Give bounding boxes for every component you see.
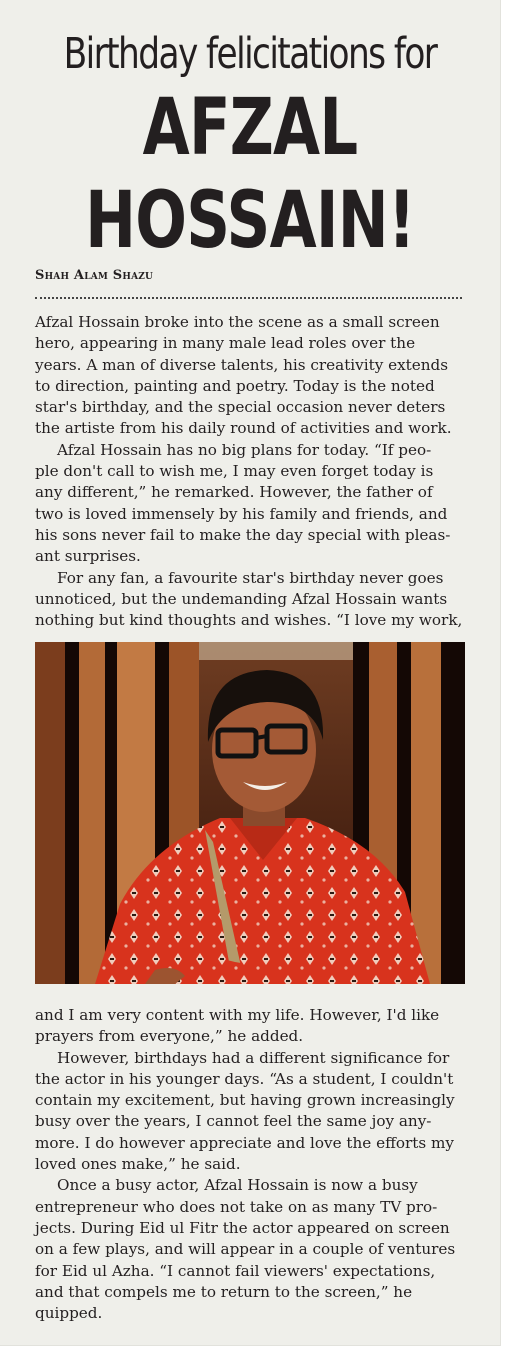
body-line: the artiste from his daily round of activities and work. xyxy=(35,419,452,438)
body-line: any different,” he remarked. However, the father of xyxy=(35,483,433,502)
body-line: Once a busy actor, Afzal Hossain is now a busy xyxy=(57,1176,418,1195)
body-line: on a few plays, and will appear in a couple of ventures xyxy=(35,1240,456,1259)
body-line: star's birthday, and the special occasion never deters xyxy=(35,398,446,417)
body-line: nothing but kind thoughts and wishes. “I love my work, xyxy=(35,611,463,630)
body-line: hero, appearing in many male lead roles over the xyxy=(35,334,416,353)
body-line: two is loved immensely by his family and friends, and xyxy=(35,504,448,523)
body-line: loved ones make,” he said. xyxy=(35,1155,241,1174)
body-line: contain my excitement, but having grown increasingly xyxy=(35,1091,455,1110)
portrait-photo xyxy=(35,642,465,984)
byline: Shah Alam Shazu xyxy=(35,268,154,283)
article-body-top xyxy=(35,312,463,631)
headline-line-1: Birthday felicitations for xyxy=(63,29,437,79)
body-line: However, birthdays had a different significance for xyxy=(57,1048,450,1067)
dotted-divider xyxy=(35,297,462,299)
body-line: entrepreneur who does not take on as many TV pro- xyxy=(35,1197,438,1216)
body-line: ple don't call to wish me, I may even forget today is xyxy=(35,462,434,481)
body-line: ant surprises. xyxy=(35,547,141,566)
body-line: and that compels me to return to the screen,” he xyxy=(35,1282,413,1301)
body-line: Afzal Hossain has no big plans for today. “If peo- xyxy=(57,440,432,459)
body-line: the actor in his younger days. “As a student, I couldn't xyxy=(35,1069,454,1088)
headline-line-3: HOSSAIN! xyxy=(85,176,415,266)
portrait-figure xyxy=(35,642,465,984)
body-line: Afzal Hossain broke into the scene as a small screen xyxy=(35,313,440,331)
body-line: busy over the years, I cannot feel the same joy any- xyxy=(35,1112,432,1131)
body-line: more. I do however appreciate and love the efforts my xyxy=(35,1133,454,1152)
body-line: his sons never fail to make the day special with pleas- xyxy=(35,525,451,544)
headline-line-2: AFZAL xyxy=(142,83,358,173)
body-line: unnoticed, but the undemanding Afzal Hossain wants xyxy=(35,589,448,608)
body-line: years. A man of diverse talents, his creativity extends xyxy=(35,355,449,374)
body-line: prayers from everyone,” he added. xyxy=(35,1027,304,1046)
body-line: quipped. xyxy=(35,1304,103,1323)
body-line: and I am very content with my life. However, I'd like xyxy=(35,1006,440,1024)
article-body-bottom xyxy=(35,1005,463,1324)
body-line: to direction, painting and poetry. Today is the noted xyxy=(35,376,435,395)
body-line: jects. During Eid ul Fitr the actor appeared on screen xyxy=(35,1218,450,1237)
body-line: for Eid ul Azha. “I cannot fail viewers' expectations, xyxy=(35,1261,436,1280)
body-line: For any fan, a favourite star's birthday never goes xyxy=(57,568,444,587)
